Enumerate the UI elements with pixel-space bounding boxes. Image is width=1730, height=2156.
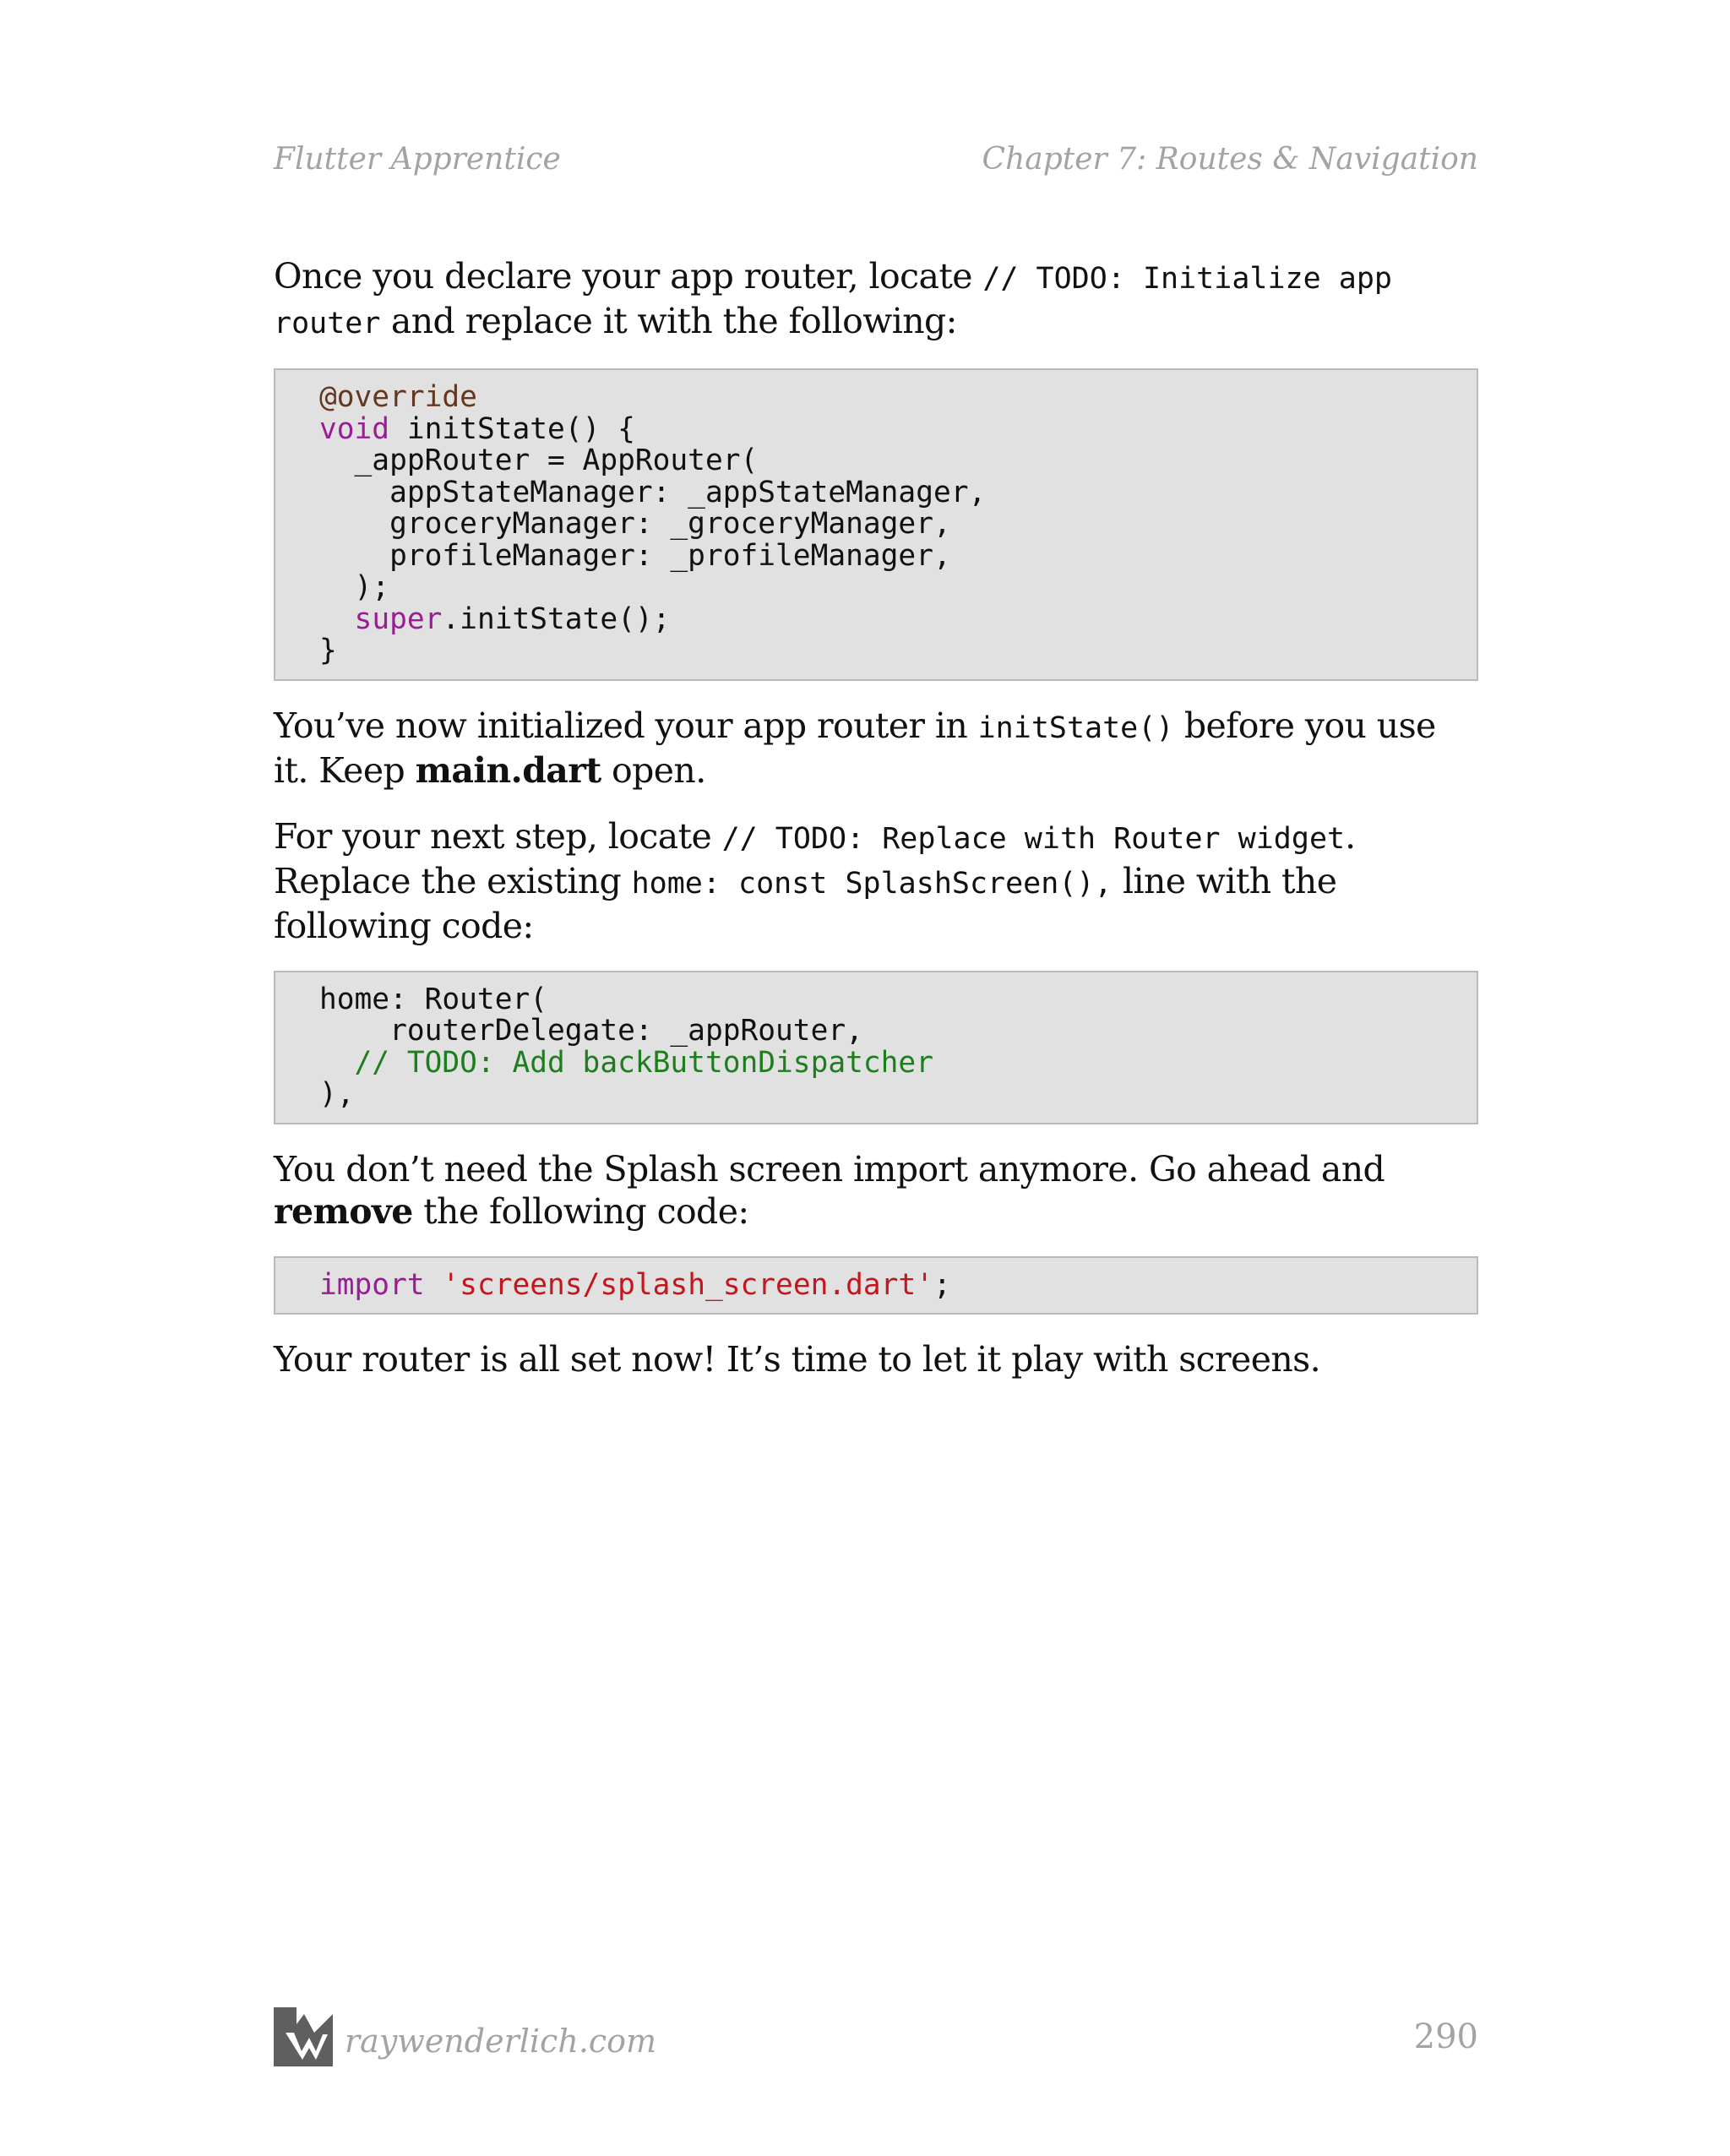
code-line	[319, 1267, 1460, 1302]
paragraph-router-set: Your router is all set now! It’s time to let it play with screens.	[274, 1339, 1321, 1380]
footer-site: raywenderlich.com	[345, 2023, 657, 2060]
code-comment: // TODO: Add backButtonDispatcher	[319, 1045, 933, 1080]
inline-code: home: const SplashScreen(),	[631, 866, 1113, 901]
code-indent	[319, 602, 355, 636]
paragraph-text: For your next step, locate	[274, 815, 722, 857]
paragraph-text: before you use it. Keep	[274, 705, 1436, 791]
inline-code: initState()	[977, 710, 1174, 745]
code-line: home: Router(	[319, 982, 548, 1016]
code-line	[319, 604, 1460, 636]
page-header	[274, 142, 1478, 189]
code-line: ),	[319, 1077, 355, 1111]
file-name: main.dart	[415, 749, 601, 791]
code-line: appStateManager: _appStateManager,	[319, 475, 987, 509]
paragraph-remove-import	[274, 1148, 1478, 1233]
paragraph-text: You’ve now initialized your app router in	[274, 705, 978, 746]
code-line: );	[319, 570, 390, 604]
page-number: 290	[1413, 2017, 1478, 2056]
code-line: groceryManager: _groceryManager,	[319, 507, 951, 541]
code-string: 'screens/splash_screen.dart'	[442, 1267, 933, 1302]
raywenderlich-logo-icon	[274, 2007, 333, 2066]
code-annotation: @override	[319, 380, 477, 414]
code-keyword: super	[354, 602, 443, 636]
code-line: routerDelegate: _appRouter,	[319, 1014, 863, 1048]
page-footer	[274, 2007, 1478, 2075]
code-text: initState() {	[389, 411, 635, 446]
code-line: profileManager: _profileManager,	[319, 538, 951, 573]
paragraph-text: . Replace the existing	[274, 815, 1356, 901]
code-text: .initState();	[442, 602, 671, 636]
code-line: _appRouter = AppRouter(	[319, 444, 759, 477]
bold-text: remove	[274, 1190, 413, 1232]
paragraph-text: open.	[601, 749, 706, 791]
paragraph-next-step	[274, 815, 1478, 947]
code-text: ;	[933, 1267, 951, 1302]
chapter-title: Chapter 7: Routes & Navigation	[982, 142, 1478, 177]
paragraph-text: Once you declare your app router, locate	[274, 256, 983, 297]
paragraph-initialized-router	[274, 705, 1478, 792]
paragraph-text: and replace it with the following:	[380, 301, 957, 341]
code-keyword: void	[319, 411, 390, 446]
page-content	[274, 255, 1478, 1404]
code-block-router-widget	[274, 971, 1478, 1124]
paragraph-text: line with the following code:	[274, 860, 1337, 946]
paragraph-text: You don’t need the Splash screen import anymore. Go ahead and	[274, 1148, 1385, 1190]
code-line: }	[319, 634, 337, 667]
code-block-init-state	[274, 368, 1478, 681]
paragraph-text: the following code:	[412, 1190, 749, 1232]
inline-code: // TODO: Initialize app router	[274, 262, 1392, 340]
code-block-import	[274, 1256, 1478, 1315]
paragraph-declare-router	[274, 255, 1478, 345]
inline-code: // TODO: Replace with Router widget	[721, 821, 1346, 856]
code-keyword: import	[319, 1267, 425, 1302]
code-line	[319, 411, 1460, 446]
book-title: Flutter Apprentice	[274, 142, 561, 177]
code-line	[319, 382, 1460, 414]
